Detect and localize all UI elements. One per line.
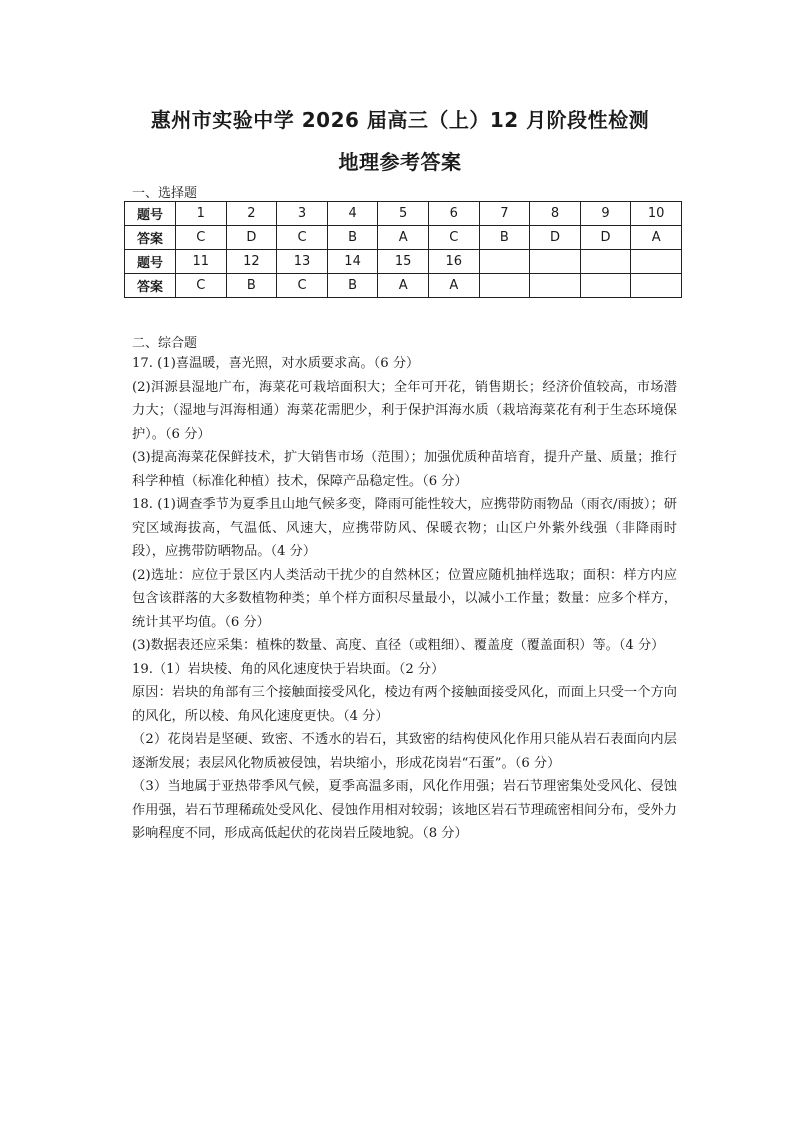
section-heading-comprehensive: 二、综合题 [132,336,198,351]
table-cell: D [530,226,581,250]
answer-paragraph: (3)数据表还应采集：植株的数量、高度、直径（或粗细）、覆盖度（覆盖面积）等。（4 分） [132,638,665,653]
table-cell: B [327,226,378,250]
answer-paragraph: 17. (1)喜温暖，喜光照，对水质要求高。（6 分） [132,356,420,371]
table-cell: C [428,226,479,250]
table-row-answers-2 [125,274,682,298]
table-cell [580,274,631,298]
table-cell: A [428,274,479,298]
table-cell: 15 [378,250,429,274]
answer-paragraph: 原因：岩块的角部有三个接触面接受风化，棱边有两个接触面接受风化，而面上只受一个方向的风化，所以棱、角风化速度更快。（4 分） [132,685,677,724]
page-subtitle: 地理参考答案 [338,150,462,174]
table-cell: 9 [580,202,631,226]
table-cell: C [277,226,328,250]
table-cell: 14 [327,250,378,274]
table-cell [580,250,631,274]
table-cell: 11 [176,250,227,274]
table-cell [479,250,530,274]
table-cell: 6 [428,202,479,226]
section-heading-choice: 一、选择题 [132,186,198,201]
table-cell: 12 [226,250,277,274]
answer-paragraph: (2)洱源县湿地广布，海菜花可栽培面积大；全年可开花，销售期长；经济价值较高，市场潜力大；（湿地与洱海相通）海菜花需肥少，利于保护洱海水质（栽培海菜花有利于生态环境保护）。（6 分） [132,379,677,442]
table-cell [479,274,530,298]
table-cell: B [226,274,277,298]
table-cell: 1 [176,202,227,226]
table-cell: A [631,226,682,250]
table-cell: A [378,274,429,298]
answer-body [132,352,677,846]
table-cell: 7 [479,202,530,226]
table-cell: 4 [327,202,378,226]
table-cell: C [176,274,227,298]
table-cell: 5 [378,202,429,226]
table-cell: B [327,274,378,298]
table-cell: B [479,226,530,250]
table-cell [530,274,581,298]
answer-paragraph: 19.（1）岩块棱、角的风化速度快于岩块面。（2 分） [132,661,445,677]
row-header: 答案 [125,226,176,250]
row-header: 题号 [125,202,176,226]
table-cell: 3 [277,202,328,226]
table-cell: 10 [631,202,682,226]
table-cell [631,250,682,274]
answer-paragraph: (2)选址：应位于景区内人类活动干扰少的自然林区；位置应随机抽样选取；面积：样方内应包含该群落的大多数植物种类；单个样方面积尽量最小，以减小工作量；数量：应多个样方，统计其平均值。（6 分） [132,567,677,630]
table-cell: D [226,226,277,250]
table-cell: C [277,274,328,298]
row-header: 答案 [125,274,176,298]
table-row-questions-1 [125,202,682,226]
table-cell: D [580,226,631,250]
answer-paragraph: (3)提高海菜花保鲜技术，扩大销售市场（范围）；加强优质种苗培育，提升产量、质量；推行科学种植（标准化种植）技术，保障产品稳定性。（6 分） [132,450,677,489]
row-header: 题号 [125,250,176,274]
answer-table [124,201,682,298]
table-cell [631,274,682,298]
table-cell: A [378,226,429,250]
table-cell [530,250,581,274]
table-cell: 16 [428,250,479,274]
table-cell: C [176,226,227,250]
answer-paragraph: 18. (1)调查季节为夏季且山地气候多变，降雨可能性较大，应携带防雨物品（雨衣/雨披）；研究区域海拔高，气温低、风速大，应携带防风、保暖衣物；山区户外紫外线强（非降雨时段），应携带防晒物品。（4 分） [132,497,677,559]
table-cell: 8 [530,202,581,226]
table-row-answers-1 [125,226,682,250]
table-row-questions-2 [125,250,682,274]
answer-paragraph: （3）当地属于亚热带季风气候，夏季高温多雨，风化作用强；岩石节理密集处受风化、侵蚀作用强，岩石节理稀疏处受风化、侵蚀作用相对较弱；该地区岩石节理疏密相间分布，受外力影响程度不同，形成高低起伏的花岗岩丘陵地貌。（8 分） [132,779,677,841]
table-cell: 2 [226,202,277,226]
page-title: 惠州市实验中学 2026 届高三（上）12 月阶段性检测 [150,108,650,132]
answer-paragraph: （2）花岗岩是坚硬、致密、不透水的岩石，其致密的结构使风化作用只能从岩石表面向内层逐渐发展；表层风化物质被侵蚀，岩块缩小，形成花岗岩“石蛋”。（6 分） [132,732,677,771]
table-cell: 13 [277,250,328,274]
